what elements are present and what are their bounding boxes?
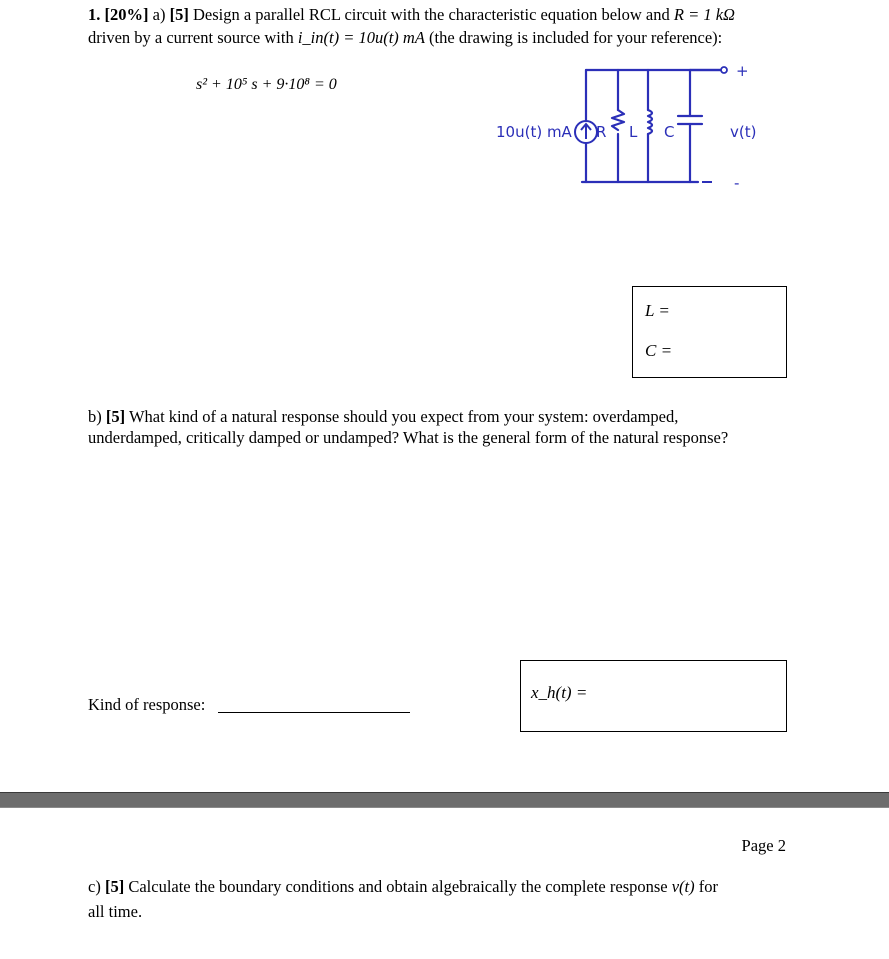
natural-response-answer-box[interactable] bbox=[520, 660, 787, 732]
kind-of-response-label: Kind of response: bbox=[88, 695, 206, 714]
l-label: L bbox=[629, 123, 638, 141]
part-a-points: [5] bbox=[169, 5, 189, 24]
plus-sign: + bbox=[736, 62, 749, 80]
part-b-line-2: underdamped, critically damped or undamped? What is the general form of the natural response? bbox=[88, 428, 729, 447]
part-c-line-2: all time. bbox=[88, 902, 143, 921]
part-b-line-1 bbox=[88, 406, 678, 428]
part-a-line2-suffix: (the drawing is included for your reference): bbox=[429, 28, 723, 47]
part-c-text-1: Calculate the boundary conditions and obtain algebraically the complete response bbox=[128, 877, 668, 896]
current-arrow-icon bbox=[581, 124, 591, 139]
page-2 bbox=[0, 808, 889, 959]
source-expression: i_in(t) = 10u(t) mA bbox=[297, 28, 425, 47]
kind-of-response-blank[interactable] bbox=[218, 712, 410, 713]
lc-answer-box[interactable] bbox=[632, 286, 787, 378]
c-answer-label: C = bbox=[645, 341, 673, 360]
part-b-text-1: What kind of a natural response should you expect from your system: overdamped, bbox=[128, 407, 679, 426]
voltage-label: v(t) bbox=[730, 123, 757, 141]
r-label: R bbox=[596, 123, 607, 141]
rlc-circuit-drawing bbox=[490, 60, 780, 192]
part-c-points: [5] bbox=[104, 877, 125, 896]
part-a-label: a) bbox=[152, 5, 166, 24]
l-answer-label: L = bbox=[645, 301, 670, 320]
part-a-text: Design a parallel RCL circuit with the characteristic equation below and bbox=[192, 5, 670, 24]
question-1-line-1 bbox=[88, 4, 735, 26]
part-c-text-end: for bbox=[698, 877, 719, 896]
characteristic-equation: s² + 10⁵ s + 9·10⁸ = 0 bbox=[196, 76, 337, 93]
natural-response-label: x_h(t) = bbox=[531, 683, 588, 702]
part-c-line-1 bbox=[88, 876, 718, 898]
question-1-line-2 bbox=[88, 27, 722, 49]
source-label: 10u(t) mA bbox=[496, 123, 572, 141]
question-number: 1. bbox=[88, 5, 101, 24]
c-label: C bbox=[664, 123, 675, 141]
page-number: Page 2 bbox=[741, 836, 786, 855]
part-b-label: b) bbox=[88, 407, 102, 426]
part-c-label: c) bbox=[88, 877, 101, 896]
question-weight: [20%] bbox=[104, 5, 149, 24]
part-b-points: [5] bbox=[105, 407, 126, 426]
minus-sign: - bbox=[734, 174, 740, 192]
part-c-v-expression: v(t) bbox=[671, 877, 695, 896]
resistance-value: R = 1 kΩ bbox=[673, 5, 735, 24]
page-separator bbox=[0, 792, 889, 808]
positive-terminal bbox=[721, 67, 727, 73]
part-a-line2-prefix: driven by a current source with bbox=[88, 28, 294, 47]
